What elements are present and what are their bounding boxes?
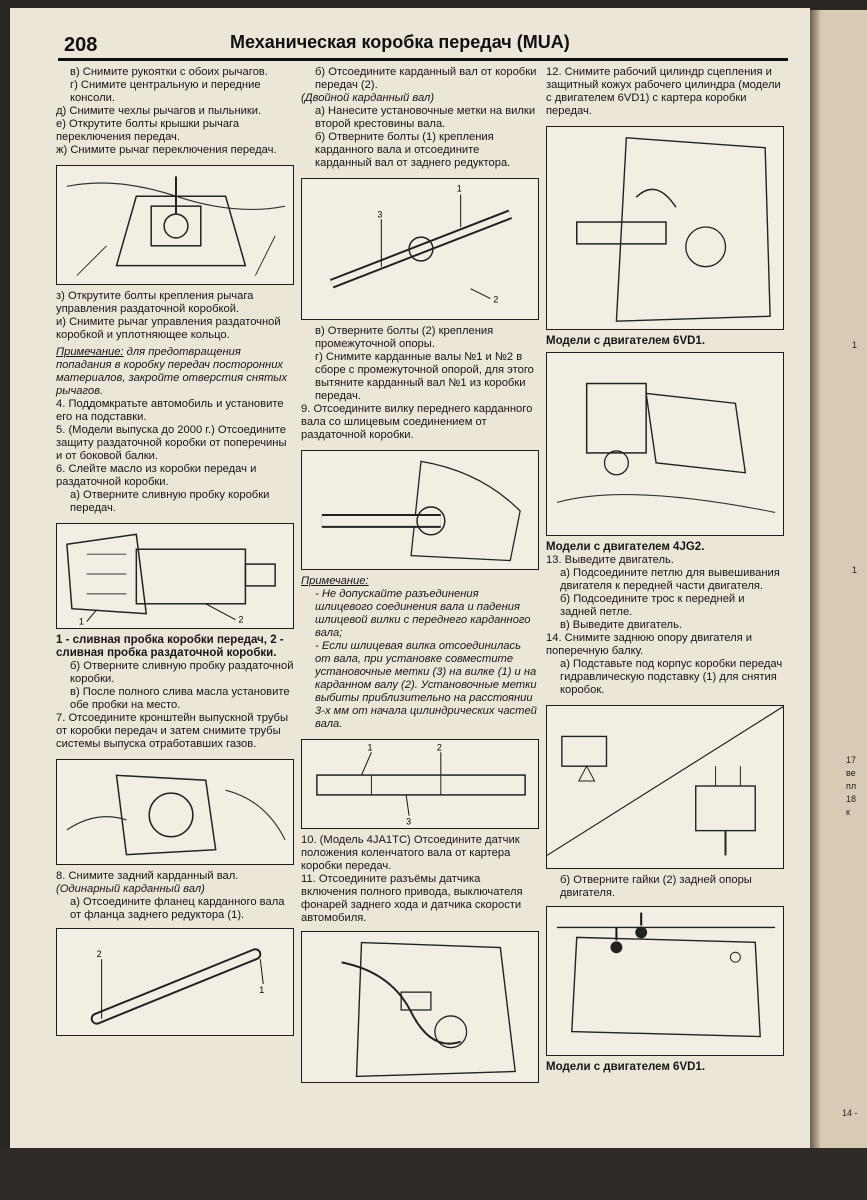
running-header: Механическая коробка передач (MUA) (230, 32, 570, 52)
figure-caption: Модели с двигателем 6VD1. (546, 335, 706, 347)
callout-1: 1 (367, 742, 373, 753)
edge-mark: к (846, 807, 850, 817)
callout-2: 2 (493, 294, 499, 305)
figure-caption: Модели с двигателем 6VD1. (546, 1061, 706, 1073)
text-line: в) После полного слива масла установите обе пробки на место. (70, 686, 290, 711)
figure-clutch-cylinder-4jg2 (546, 352, 784, 536)
figure-double-driveshaft (301, 178, 539, 320)
text-line: (Одинарный карданный вал) (56, 883, 205, 895)
text-line: з) Открутите болты крепления рычага управления раздаточной коробкой. (56, 290, 254, 315)
note-line: - Если шлицевая вилка отсоединилась от вала, при установке совместите установочные метки (3) на вилке (1) и на карданном валу (2). Установочные метки выбиты приблизительно на расстоянии 3-х мм от начала цилиндрических частей вала. (315, 640, 537, 730)
gearbox-drawing (57, 524, 293, 628)
edge-mark: 17 (846, 755, 857, 765)
text-line: г) Снимите карданные валы №1 и №2 в сборе с промежуточной опорой, для этого вытяните карданный вал №1 из коробки передач. (315, 351, 534, 402)
double-driveshaft-drawing (302, 179, 538, 319)
text-line: а) Отверните сливную пробку коробки передач. (70, 489, 270, 514)
text-line: а) Отсоедините фланец карданного вала от фланца заднего редуктора (1). (70, 896, 285, 921)
support-drawing (547, 706, 783, 868)
figure-caption: Модели с двигателем 4JG2. (546, 541, 705, 553)
clutch-4jg2-drawing (547, 353, 783, 535)
spline-drawing (302, 740, 538, 828)
callout-2: 2 (238, 614, 244, 625)
text-line: 10. (Модель 4JA1TC) Отсоедините датчик положения коленчатого вала от картера коробки передач. (301, 834, 520, 872)
column-1 (56, 66, 294, 1041)
note-label-text: Примечание: (301, 575, 369, 587)
clutch-drawing (547, 127, 783, 329)
text-line: 8. Снимите задний карданный вал. (56, 870, 239, 882)
column-2 (301, 66, 539, 1088)
text-line: (Двойной карданный вал) (301, 92, 435, 104)
callout-1: 1 (456, 183, 462, 194)
note-text: для предотвращения попадания в коробку передач посторонних материалов, закройте отверстия снятых рычагов. (56, 346, 288, 397)
driveshaft-drawing (57, 929, 293, 1035)
text-line: б) Отсоедините карданный вал от коробки передач (2). (315, 66, 537, 91)
figure-gearbox-plugs (56, 523, 294, 629)
figure-exhaust-bracket (56, 759, 294, 865)
text-line: 4. Поддомкратьте автомобиль и установите его на подставки. (56, 398, 284, 423)
callout-1: 1 (78, 616, 84, 627)
text-line: в) Выведите двигатель. (560, 619, 683, 631)
rear-mount-drawing (547, 907, 783, 1055)
figure-connectors (301, 931, 539, 1083)
figure-single-driveshaft (56, 928, 294, 1036)
figure-caption: 1 - сливная пробка коробки передач, 2 - сливная пробка раздаточной коробки. (56, 634, 284, 659)
callout-3: 3 (406, 816, 412, 827)
text-line: ж) Снимите рычаг переключения передач. (56, 144, 277, 156)
note-label (301, 575, 539, 588)
note-line: - Не допускайте разъединения шлицевого соединения вала и падения шлицевой вилки с переднего карданного вала; (315, 588, 531, 639)
text-line: а) Подставьте под корпус коробки передач гидравлическую подставку (1) для снятия коробок. (560, 658, 783, 696)
text-line: 13. Выведите двигатель. (546, 554, 674, 566)
text-line: б) Отверните гайки (2) задней опоры двигателя. (560, 874, 752, 899)
callout-2: 2 (436, 742, 442, 753)
text-line: а) Подсоедините петлю для вывешивания двигателя к передней части двигателя. (560, 567, 780, 592)
connectors-drawing (302, 932, 538, 1082)
text-line: б) Отверните болты (1) крепления карданного вала и отсоедините карданный вал от заднего редуктора. (315, 131, 511, 169)
edge-mark: 1 (852, 340, 858, 350)
yoke-drawing (302, 451, 538, 569)
column-3 (546, 66, 784, 1074)
figure-rear-mount-nuts (546, 906, 784, 1056)
text-line: б) Отверните сливную пробку раздаточной коробки. (70, 660, 294, 685)
figure-spline-marks (301, 739, 539, 829)
text-line: г) Снимите центральную и передние консоли. (70, 79, 261, 104)
figure-shift-lever (56, 165, 294, 285)
figure-hydraulic-support (546, 705, 784, 869)
edge-mark: пл (846, 781, 857, 791)
edge-mark: 1 (852, 565, 858, 575)
exhaust-drawing (57, 760, 293, 864)
text-line: 9. Отсоедините вилку переднего карданного вала со шлицевым соединением от раздаточной коробки. (301, 403, 533, 441)
edge-mark: ве (846, 768, 856, 778)
text-line: 7. Отсоедините кронштейн выпускной трубы от коробки передач и затем снимите трубы системы выпуска отработавших газов. (56, 712, 288, 750)
note-paragraph (56, 346, 294, 398)
edge-mark: 14 - (842, 1108, 858, 1118)
callout-2: 2 (96, 949, 102, 960)
text-line: в) Отверните болты (2) крепления промежуточной опоры. (315, 325, 494, 350)
figure-front-shaft-yoke (301, 450, 539, 570)
text-line: в) Снимите рукоятки с обоих рычагов. (70, 66, 268, 78)
document-page (10, 8, 810, 1148)
text-line: а) Нанесите установочные метки на вилки второй крестовины вала. (315, 105, 536, 130)
text-line: 6. Слейте масло из коробки передач и раздаточной коробки. (56, 463, 257, 488)
header-rule (58, 58, 788, 61)
figure-clutch-cylinder-6vd1 (546, 126, 784, 330)
note-label: Примечание: (56, 346, 124, 358)
text-line: е) Открутите болты крышки рычага переключения передач. (56, 118, 240, 143)
page-number: 208 (64, 34, 98, 56)
page-gutter (810, 10, 820, 1148)
text-line: 11. Отсоедините разъёмы датчика включения полного привода, выключателя фонарей заднего хода и датчика скорости автомобиля. (301, 873, 523, 924)
text-line: 5. (Модели выпуска до 2000 г.) Отсоедините защиту раздаточной коробки от поперечины и от боковой балки. (56, 424, 287, 462)
text-line: и) Снимите рычаг управления раздаточной коробкой и уплотняющее кольцо. (56, 316, 281, 341)
adjacent-page-edge (810, 10, 867, 1148)
text-line: 14. Снимите заднюю опору двигателя и поперечную балку. (546, 632, 753, 657)
scan-background (0, 1148, 867, 1200)
text-line: б) Подсоедините трос к передней и задней петле. (560, 593, 745, 618)
shift-lever-drawing (57, 166, 293, 284)
edge-mark: 18 (846, 794, 857, 804)
text-line: д) Снимите чехлы рычагов и пыльники. (56, 105, 262, 117)
callout-1: 1 (259, 984, 265, 995)
callout-3: 3 (377, 209, 383, 220)
text-line: 12. Снимите рабочий цилиндр сцепления и защитный кожух рабочего цилиндра (модели с двигателем 6VD1) с картера коробки передач. (546, 66, 781, 117)
